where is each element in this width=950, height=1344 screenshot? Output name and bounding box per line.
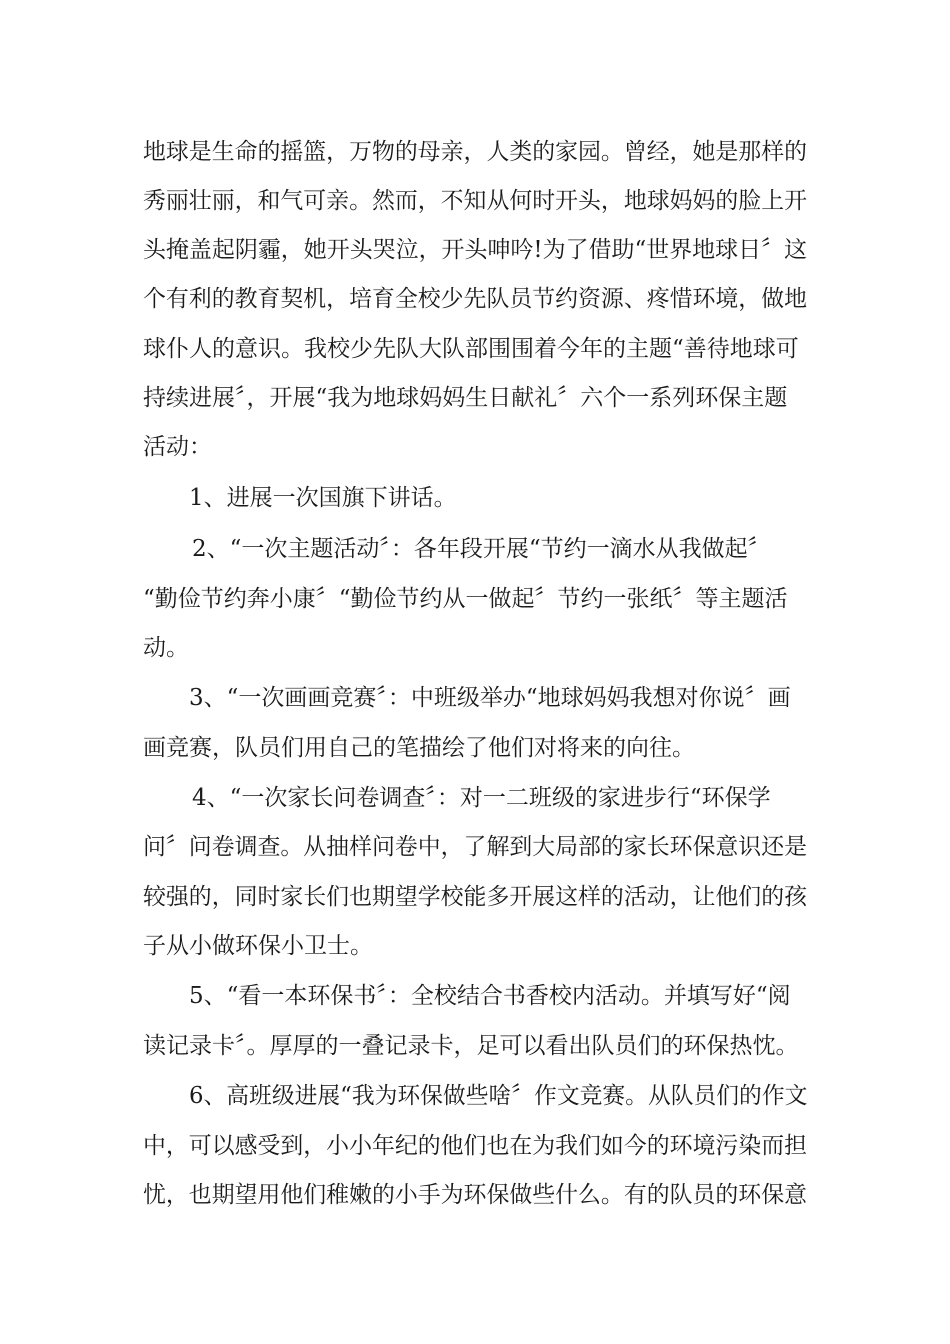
item-2-line-1: 2、“一次主题活动〞：各年段开展“节约一滴水从我做起〞 — [192, 536, 771, 562]
item-1-line-1: 1、进展一次国旗下讲话。 — [189, 485, 457, 511]
item-3-line-2: 画竞赛，队员们用自己的笔描绘了他们对将来的向往。 — [143, 735, 695, 761]
item-6-line-3: 忧，也期望用他们稚嫩的小手为环保做些什么。有的队员的环保意 — [143, 1182, 807, 1208]
item-4-line-4: 子从小做环保小卫士。 — [143, 933, 373, 959]
paragraph-1-line-1: 地球是生命的摇篮，万物的母亲，人类的家园。曾经，她是那样的 — [143, 139, 807, 165]
paragraph-1-line-5: 球仆人的意识。我校少先队大队部围围着今年的主题“善待地球可 — [143, 336, 799, 362]
item-2-line-3: 动。 — [143, 635, 189, 661]
paragraph-1-line-7: 活动： — [143, 434, 212, 460]
item-5-line-1: 5、“看一本环保书〞：全校结合书香校内活动。并填写好“阅 — [189, 983, 791, 1009]
item-4-line-1: 4、“一次家长问卷调查〞：对一二班级的家进步行“环保学 — [192, 785, 771, 811]
paragraph-1-line-6: 持续进展〞，开展“我为地球妈妈生日献礼〞六个一系列环保主题 — [143, 385, 788, 411]
item-4-line-2: 问〞问卷调查。从抽样问卷中，了解到大局部的家长环保意识还是 — [143, 834, 807, 860]
paragraph-1-line-3: 头掩盖起阴霾，她开头哭泣，开头呻吟!为了借助“世界地球日〞这 — [143, 237, 808, 263]
item-3-line-1: 3、“一次画画竞赛〞：中班级举办“地球妈妈我想对你说〞画 — [189, 685, 791, 711]
item-4-line-3: 较强的，同时家长们也期望学校能多开展这样的活动，让他们的孩 — [143, 884, 807, 910]
paragraph-1-line-2: 秀丽壮丽，和气可亲。然而，不知从何时开头，地球妈妈的脸上开 — [143, 188, 807, 214]
item-2-line-2: “勤俭节约奔小康〞“勤俭节约从一做起〞节约一张纸〞等主题活 — [143, 586, 788, 612]
paragraph-1-line-4: 个有利的教育契机，培育全校少先队员节约资源、疼惜环境，做地 — [143, 286, 807, 312]
item-6-line-2: 中，可以感受到，小小年纪的他们也在为我们如今的环境污染而担 — [143, 1133, 807, 1159]
item-5-line-2: 读记录卡〞。厚厚的一叠记录卡，足可以看出队员们的环保热忱。 — [143, 1033, 799, 1059]
item-6-line-1: 6、高班级进展“我为环保做些啥〞作文竞赛。从队员们的作文 — [189, 1083, 808, 1109]
